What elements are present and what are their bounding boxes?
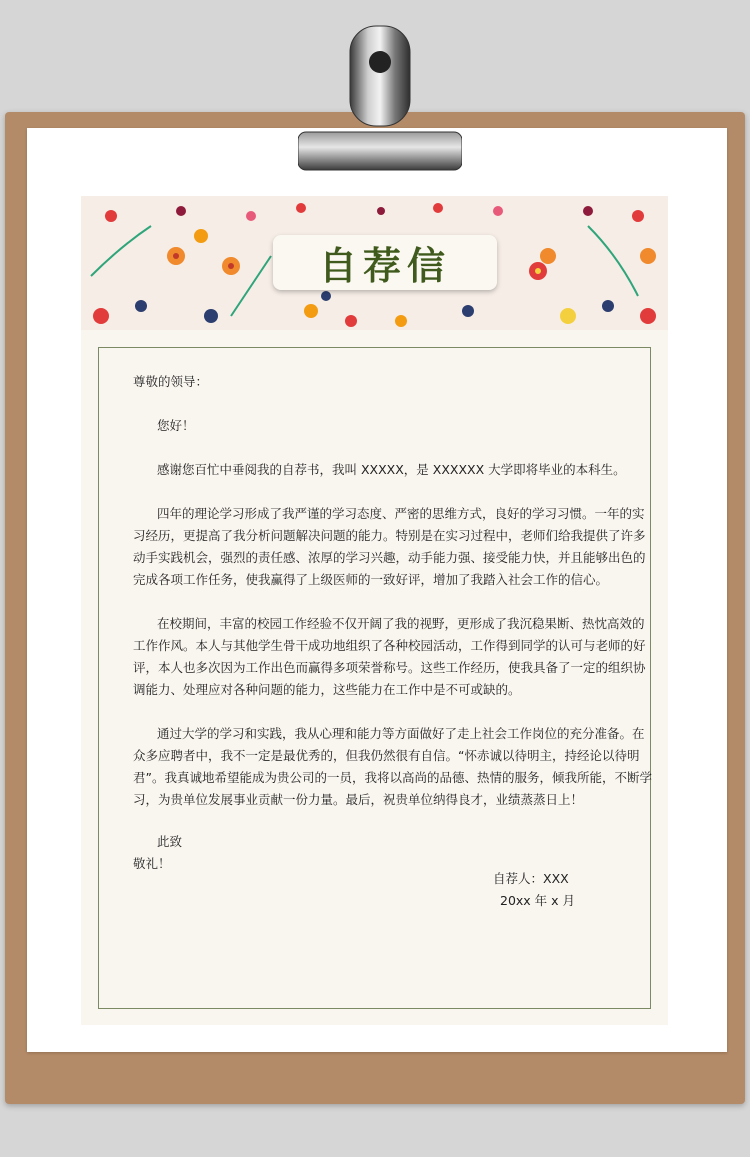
floral-banner — [81, 196, 668, 330]
paragraph-line: 君”。我真诚地希望能成为贵公司的一员，我将以高尚的品德、热情的服务，倾我所能，不断学 — [133, 770, 652, 785]
paragraph-line: 在校期间，丰富的校园工作经验不仅开阔了我的视野，更形成了我沉稳果断、热忱高效的 — [157, 616, 645, 631]
paragraph-study — [133, 503, 646, 591]
paragraph-conclusion — [133, 723, 652, 811]
date: 20xx 年 x 月 — [500, 893, 576, 908]
title-box — [273, 235, 497, 290]
paragraph-line: 工作作风。本人与其他学生骨干成功地组织了各种校园活动，工作得到同学的认可与老师的好 — [133, 638, 646, 653]
salutation: 尊敬的领导： — [133, 374, 209, 389]
page-title: 自荐信 — [318, 243, 451, 288]
paragraph-line: 习经历，更提高了我分析问题解决问题的能力。特别是在实习过程中，老师们给我提供了许多 — [133, 528, 646, 543]
paragraph-line: 调能力、处理应对各种问题的能力，这些能力在工作中是不可或缺的。 — [133, 682, 521, 697]
paragraph-line: 动手实践机会，强烈的责任感、浓厚的学习兴趣，动手能力强、接受能力快，并且能够出色的 — [133, 550, 646, 565]
intro-paragraph: 感谢您百忙中垂阅我的自荐书，我叫 XXXXX，是 XXXXXX 大学即将毕业的本科生。 — [157, 462, 626, 477]
binder-clip-icon — [298, 22, 462, 172]
letter-body — [133, 371, 652, 908]
paragraph-line: 评，本人也多次因为工作出色而赢得多项荣誉称号。这些工作经历，使我具备了一定的组织协 — [133, 660, 646, 675]
signer: 自荐人：XXX — [493, 871, 569, 886]
letter — [81, 196, 668, 1025]
paragraph-line: 通过大学的学习和实践，我从心理和能力等方面做好了走上社会工作岗位的充分准备。在 — [157, 726, 645, 741]
paragraph-line: 众多应聘者中，我不一定是最优秀的，但我仍然很有自信。“怀赤诚以待明主，持经论以待明 — [133, 748, 640, 763]
paragraph-line: 四年的理论学习形成了我严谨的学习态度、严密的思维方式，良好的学习习惯。一年的实 — [157, 506, 645, 521]
paragraph-line: 完成各项工作任务，使我赢得了上级医师的一致好评，增加了我踏入社会工作的信心。 — [133, 572, 609, 587]
closing-regards: 此致 — [157, 834, 183, 849]
paragraph-campus — [133, 613, 646, 701]
greeting: 您好！ — [157, 418, 195, 433]
paragraph-line: 习，为贵单位发展事业贡献一份力量。最后，祝贵单位纳得良才，业绩蒸蒸日上！ — [133, 792, 584, 807]
closing-salute: 敬礼！ — [133, 856, 171, 871]
